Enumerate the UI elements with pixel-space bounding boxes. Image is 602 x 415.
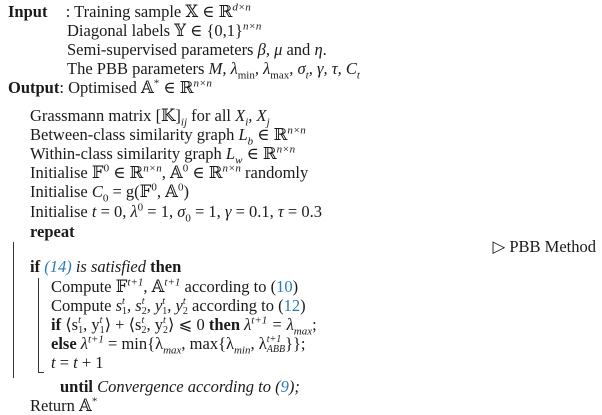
step-within-graph: Within-class similarity graph $L_w$ ∈ ℝ$^{n\times n}$ [30, 143, 296, 167]
eq-ref-14[interactable]: (14) [44, 257, 72, 276]
input-label: Input [8, 2, 48, 21]
compute-f-a: Compute 𝔽$^{t+1}$, 𝔸$^{t+1}$ according to (10) [51, 276, 299, 296]
else-line: else $\lambda^{t+1} = \min\{\lambda_{max}$, $\max\{\lambda_{min}$, λ t+1 ABB }}; [51, 333, 306, 357]
increment-t: t = t + 1 [51, 353, 104, 372]
input-line-4: The PBB parameters M, $\lambda_{min}$, $\lambda_{max}$, $\sigma_t$, γ, τ, $C_t$ [67, 59, 360, 82]
inner-if-line: if ⟨s t 1 , y t 1 ⟩ + ⟨s t 2 , y t 2 ⟩ ⩽ 0 then $\lambda^{t+1} = \lambda_{max}$; [51, 314, 317, 338]
input-sep: : [65, 2, 71, 21]
until-line: until Convergence according to (9); [60, 377, 300, 396]
step-between-graph: Between-class similarity graph $L_b$ ∈ ℝ$^{n\times n}$ [30, 124, 306, 148]
input-line-1: Input : Training sample 𝕏 ∈ ℝ$^{d\times n}$ [8, 1, 251, 21]
pbb-method-comment: ▷ PBB Method [492, 237, 596, 256]
output-label: Output [8, 78, 60, 97]
step-init-c: Initialise $C_0$ = g(𝔽$^0$, 𝔸$^0$) [30, 181, 189, 205]
if-line: if (14) is satisfied then [30, 257, 182, 276]
eq-ref-10[interactable]: 10 [276, 277, 293, 296]
return-line: Return 𝔸* [30, 395, 98, 415]
input-line-3: Semi-supervised parameters β, μ and η. [67, 40, 327, 59]
input-line-2: Diagonal labels 𝕐 ∈ $\{0,1\}^{n\times n}$ [67, 20, 262, 40]
step-grassmann: Grassmann matrix $[𝕂]_{ij}$ for all $X_i$, $X_j$ [30, 106, 270, 129]
step-init-params: Initialise t = 0, $\lambda^0 = 1$, $\sigma_0 = 1$, γ = 0.1, τ = 0.3 [30, 201, 322, 225]
if-block-end-hook [38, 372, 44, 373]
output-line: Output: Optimised 𝔸* ∈ ℝ$^{n\times n}$ [8, 77, 212, 97]
compute-s-y: Compute s t 1 , s t 2 , y t 1 , y t 2 according to (12) [51, 296, 306, 318]
eq-ref-12[interactable]: 12 [283, 296, 301, 315]
repeat-block-bar [13, 242, 14, 378]
if-block-bar [38, 278, 39, 372]
repeat-keyword: repeat [30, 222, 75, 241]
eq-ref-9[interactable]: 9 [280, 377, 289, 396]
step-init-f-a: Initialise 𝔽$^0$ ∈ ℝ$^{n\times n}$, 𝔸$^0$ ∈ ℝ$^{n\times n}$ randomly [30, 162, 309, 182]
